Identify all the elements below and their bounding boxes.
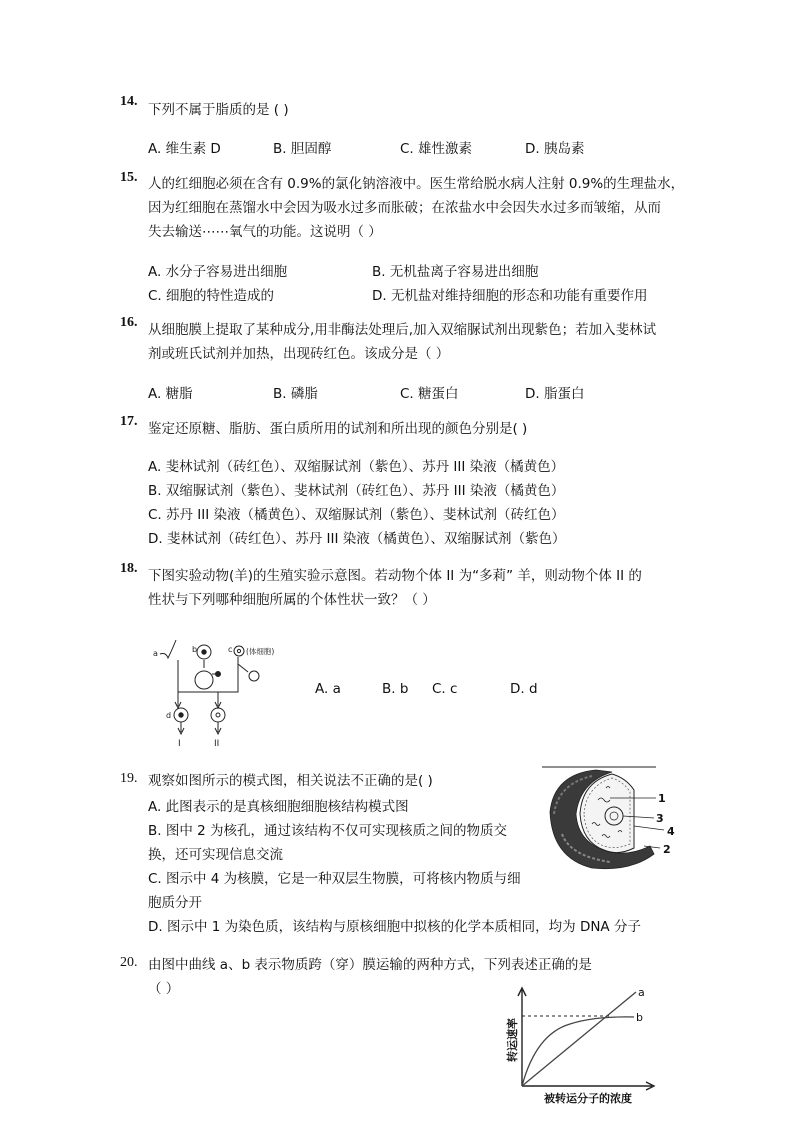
label-b: b — [192, 645, 198, 654]
label-3: 3 — [656, 812, 664, 825]
q19-option-b-line2[interactable]: 换，还可实现信息交流 — [148, 847, 283, 863]
q15-option-b[interactable]: B. 无机盐离子容易进出细胞 — [372, 264, 539, 280]
q14-option-b[interactable]: B. 胆固醇 — [273, 141, 332, 157]
q18-option-c[interactable]: C. c — [432, 681, 458, 697]
q15-option-c[interactable]: C. 细胞的特性造成的 — [148, 288, 275, 304]
question-number-16: 16. — [120, 315, 138, 330]
label-4: 4 — [667, 825, 675, 838]
question-number-15: 15. — [120, 170, 138, 185]
q14-option-d[interactable]: D. 胰岛素 — [525, 141, 585, 157]
q17-option-d[interactable]: D. 斐林试剂（砖红色）、苏丹 III 染液（橘黄色）、双缩脲试剂（紫色） — [148, 531, 566, 547]
label-somatic-cell: (体细胞) — [246, 647, 275, 656]
transport-rate-chart — [500, 984, 660, 1108]
curve-b — [522, 1017, 634, 1086]
question-20-stem-line1: 由图中曲线 a、b 表示物质跨（穿）膜运输的两种方式，下列表述正确的是 — [148, 957, 592, 973]
question-20-stem-line2: （ ） — [148, 981, 180, 997]
question-number-18: 18. — [120, 561, 138, 576]
label-2: 2 — [663, 843, 671, 856]
q18-option-a[interactable]: A. a — [315, 681, 341, 697]
question-number-19: 19. — [120, 771, 138, 786]
question-17-stem: 鉴定还原糖、脂肪、蛋白质所用的试剂和所出现的颜色分别是( ) — [148, 421, 528, 437]
label-I: I — [178, 739, 181, 749]
q16-option-a[interactable]: A. 糖脂 — [148, 386, 193, 402]
q19-option-c-line2[interactable]: 胞质分开 — [148, 895, 202, 911]
q15-option-a[interactable]: A. 水分子容易进出细胞 — [148, 264, 288, 280]
q16-option-b[interactable]: B. 磷脂 — [273, 386, 318, 402]
q16-option-c[interactable]: C. 糖蛋白 — [400, 386, 459, 402]
question-16-stem-line2: 剂或班氏试剂并加热，出现砖红色。该成分是（ ） — [148, 346, 450, 362]
q17-option-c[interactable]: C. 苏丹 III 染液（橘黄色）、双缩脲试剂（紫色）、斐林试剂（砖红色） — [148, 507, 565, 523]
curve-a-label: a — [638, 986, 645, 999]
q17-option-b[interactable]: B. 双缩脲试剂（紫色）、斐林试剂（砖红色）、苏丹 III 染液（橘黄色） — [148, 483, 565, 499]
q14-option-c[interactable]: C. 雄性激素 — [400, 141, 473, 157]
question-18-stem-line1: 下图实验动物(羊)的生殖实验示意图。若动物个体 II 为“多莉” 羊，则动物个体 II 的 — [148, 568, 642, 584]
curve-a — [522, 992, 636, 1086]
label-1: 1 — [658, 792, 666, 805]
question-18-stem-line2: 性状与下列哪种细胞所属的个体性状一致？（ ） — [148, 592, 436, 608]
x-axis-label: 被转运分子的浓度 — [544, 1092, 632, 1105]
label-d: d — [166, 711, 172, 720]
question-14-stem: 下列不属于脂质的是 ( ) — [148, 102, 289, 118]
question-15-stem-line2: 因为红细胞在蒸馏水中会因为吸水过多而胀破；在浓盐水中会因失水过多而皱缩，从而 — [148, 200, 661, 216]
cloning-diagram — [148, 632, 308, 750]
label-c: c — [228, 645, 233, 654]
q15-option-d[interactable]: D. 无机盐对维持细胞的形态和功能有重要作用 — [372, 288, 648, 304]
q19-option-b-line1[interactable]: B. 图中 2 为核孔，通过该结构不仅可实现核质之间的物质交 — [148, 823, 508, 839]
question-16-stem-line1: 从细胞膜上提取了某种成分,用非酶法处理后,加入双缩脲试剂出现紫色；若加入斐林试 — [148, 322, 657, 338]
question-15-stem-line1: 人的红细胞必须在含有 0.9%的氯化钠溶液中。医生常给脱水病人注射 0.9%的生理盐水， — [148, 176, 685, 192]
q18-option-b[interactable]: B. b — [382, 681, 409, 697]
y-axis-label: 转运速率 — [506, 1018, 519, 1062]
q17-option-a[interactable]: A. 斐林试剂（砖红色）、双缩脲试剂（紫色）、苏丹 III 染液（橘黄色） — [148, 459, 565, 475]
question-number-20: 20. — [120, 955, 138, 970]
question-number-17: 17. — [120, 414, 138, 429]
q19-option-d[interactable]: D. 图示中 1 为染色质，该结构与原核细胞中拟核的化学本质相同，均为 DNA 分子 — [148, 919, 641, 935]
nucleus-diagram — [540, 764, 680, 876]
q16-option-d[interactable]: D. 脂蛋白 — [525, 386, 585, 402]
q19-option-a[interactable]: A. 此图表示的是真核细胞细胞核结构模式图 — [148, 799, 409, 815]
label-II: II — [214, 739, 220, 749]
q19-option-c-line1[interactable]: C. 图示中 4 为核膜，它是一种双层生物膜，可将核内物质与细 — [148, 871, 521, 887]
q14-option-a[interactable]: A. 维生素 D — [148, 141, 221, 157]
question-15-stem-line3: 失去输送⋯⋯氧气的功能。这说明（ ） — [148, 224, 382, 240]
curve-b-label: b — [636, 1011, 643, 1024]
question-19-stem: 观察如图所示的模式图，相关说法不正确的是( ) — [148, 773, 433, 789]
question-number-14: 14. — [120, 94, 138, 109]
q18-option-d[interactable]: D. d — [510, 681, 538, 697]
label-a: a — [153, 649, 158, 658]
